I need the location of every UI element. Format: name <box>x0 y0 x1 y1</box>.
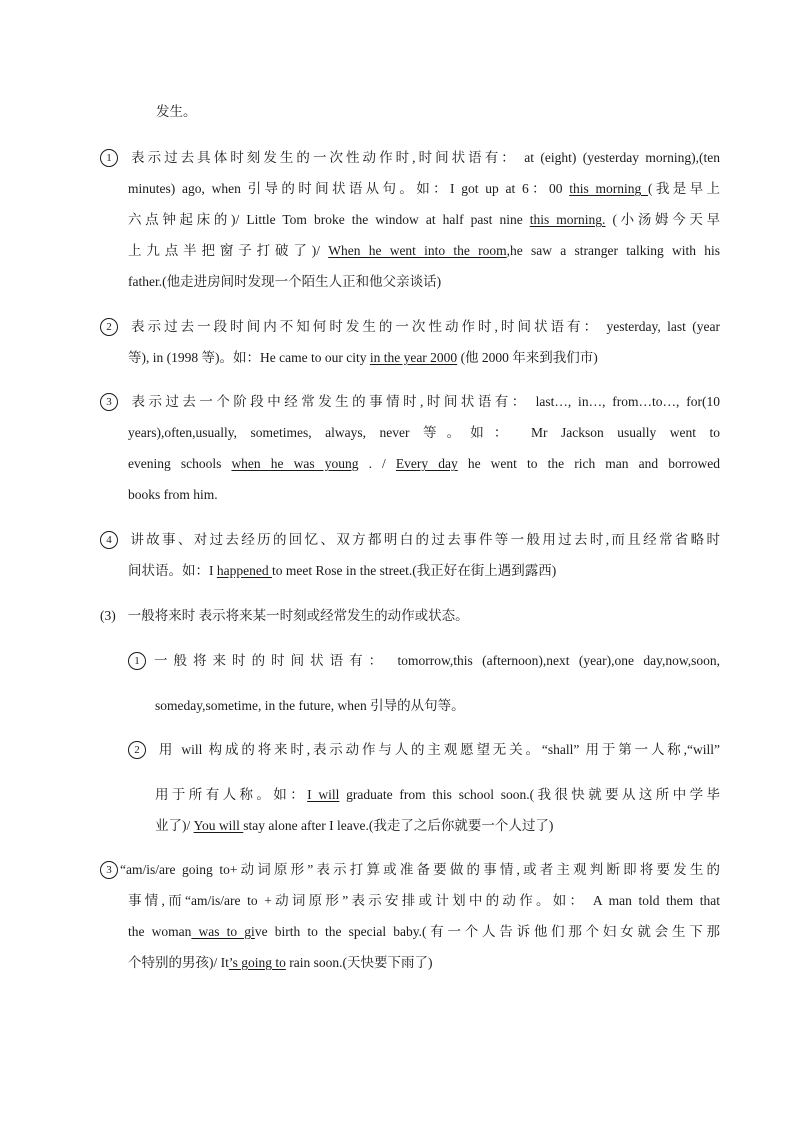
text: 上九点半把窗子打破了)/ <box>128 243 329 258</box>
text: stay alone after I leave.(我走了之后你就要一个人过了) <box>243 818 554 833</box>
text: 等), in (1998 等)。如：He came to our city <box>128 350 370 365</box>
section-number: (3) <box>100 608 116 623</box>
section-3-heading <box>100 600 720 631</box>
text: 表示过去一段时间内不知何时发生的一次性动作时,时间状语有： yesterday, last (year <box>128 319 720 334</box>
text: (我是早上 <box>648 181 720 196</box>
text-line <box>100 524 720 555</box>
text: 一般将来时的时间状语有： tomorrow,this (afternoon),next (year),one day,now,soon, <box>148 653 720 668</box>
continued-text <box>100 96 720 127</box>
text: evening schools <box>128 456 232 471</box>
text: 用于所有人称。如： <box>155 787 308 802</box>
underlined-phrase: was to gi <box>191 924 255 939</box>
item-3 <box>100 386 720 510</box>
text: ve birth to the special baby.(有一个人告诉他们那个妇女就会生下那 <box>254 924 720 939</box>
text: he went to the rich man and borrowed <box>457 456 720 471</box>
text: 用 will 构成的将来时,表示动作与人的主观愿望无关。“shall” 用于第一人称,“will” <box>156 742 720 757</box>
text-line: father.(他走进房间时发现一个陌生人正和他父亲谈话) <box>128 274 442 289</box>
text: 表示过去具体时刻发生的一次性动作时,时间状语有： at (eight) (yesterday morning),(ten <box>128 150 720 165</box>
text: 业了)/ <box>155 818 194 833</box>
text-line <box>100 600 720 631</box>
underlined-phrase: in the year 2000 <box>369 350 458 365</box>
text-line: books from him. <box>128 487 218 502</box>
text-line: 事情,而“am/is/are to +动词原形”表示安排或计划中的动作。如： A man told them that <box>128 893 720 908</box>
underlined-phrase: this morning. <box>529 212 606 227</box>
text: (他 2000 年来到我们市) <box>457 350 598 365</box>
section-title: 一般将来时 表示将来某一时刻或经常发生的动作或状态。 <box>127 608 469 623</box>
text-line <box>100 311 720 342</box>
text-line <box>128 645 720 676</box>
circled-number: 1 <box>100 149 118 167</box>
text: minutes) ago, when 引导的时间状语从句。如：I got up at 6：00 <box>128 181 563 196</box>
text: . / <box>358 456 396 471</box>
text-line <box>100 555 720 586</box>
item-1 <box>100 142 720 297</box>
text-line: years),often,usually, sometimes, always, never 等。如： Mr Jackson usually went to <box>128 425 720 440</box>
underlined-phrase: Every day <box>395 456 458 471</box>
text-line <box>100 916 720 947</box>
text-line: 发生。 <box>156 104 197 119</box>
circled-number: 4 <box>100 531 118 549</box>
text: 个特别的男孩)/ It <box>128 955 229 970</box>
text: to meet Rose in the street.(我正好在街上遇到露西) <box>271 563 557 578</box>
text-line <box>100 947 720 978</box>
circled-number: 2 <box>128 741 146 759</box>
text: rain soon.(天快要下雨了) <box>285 955 433 970</box>
underlined-phrase: I will <box>307 787 340 802</box>
underlined-phrase: ’s going to <box>228 955 286 970</box>
text-line <box>128 810 720 841</box>
item-4 <box>100 524 720 586</box>
text-line <box>100 142 720 173</box>
sub-item-1 <box>128 645 720 721</box>
text: ,he saw a stranger talking with his <box>506 243 720 258</box>
text-line <box>100 386 720 417</box>
text-line: someday,sometime, in the future, when 引导的从句等。 <box>155 698 465 713</box>
underlined-phrase: When he went into the room <box>328 243 507 258</box>
text: 间状语。如：I <box>128 563 217 578</box>
text: 表示过去一个阶段中经常发生的事情时,时间状语有： last…, in…, from…to…, for(10 <box>128 394 720 409</box>
sub-item-2 <box>128 734 720 841</box>
text: (小汤姆今天早 <box>605 212 721 227</box>
text-line <box>100 235 720 266</box>
text-line <box>100 448 720 479</box>
item-2 <box>100 311 720 373</box>
circled-number: 3 <box>100 393 118 411</box>
text-line <box>100 342 720 373</box>
item-going-to <box>100 854 720 978</box>
circled-number: 3 <box>100 861 118 879</box>
underlined-phrase: when he was young <box>231 456 359 471</box>
underlined-phrase: this morning <box>569 181 649 196</box>
text-line <box>100 173 720 204</box>
text-line <box>128 779 720 810</box>
text-line <box>100 204 720 235</box>
circled-number: 2 <box>100 318 118 336</box>
underlined-phrase: happened <box>216 563 272 578</box>
text: graduate from this school soon.(我很快就要从这所中学毕 <box>339 787 721 802</box>
underlined-phrase: You will <box>193 818 244 833</box>
circled-number: 1 <box>128 652 146 670</box>
text-line <box>128 734 720 765</box>
text: 讲故事、对过去经历的回忆、双方都明白的过去事件等一般用过去时,而且经常省略时 <box>128 532 720 547</box>
text-line <box>100 854 720 885</box>
text: 六点钟起床的)/ Little Tom broke the window at half past nine <box>128 212 530 227</box>
text: “am/is/are going to+动词原形”表示打算或准备要做的事情,或者主观判断即将要发生的 <box>120 862 720 877</box>
text: the woman <box>128 924 192 939</box>
